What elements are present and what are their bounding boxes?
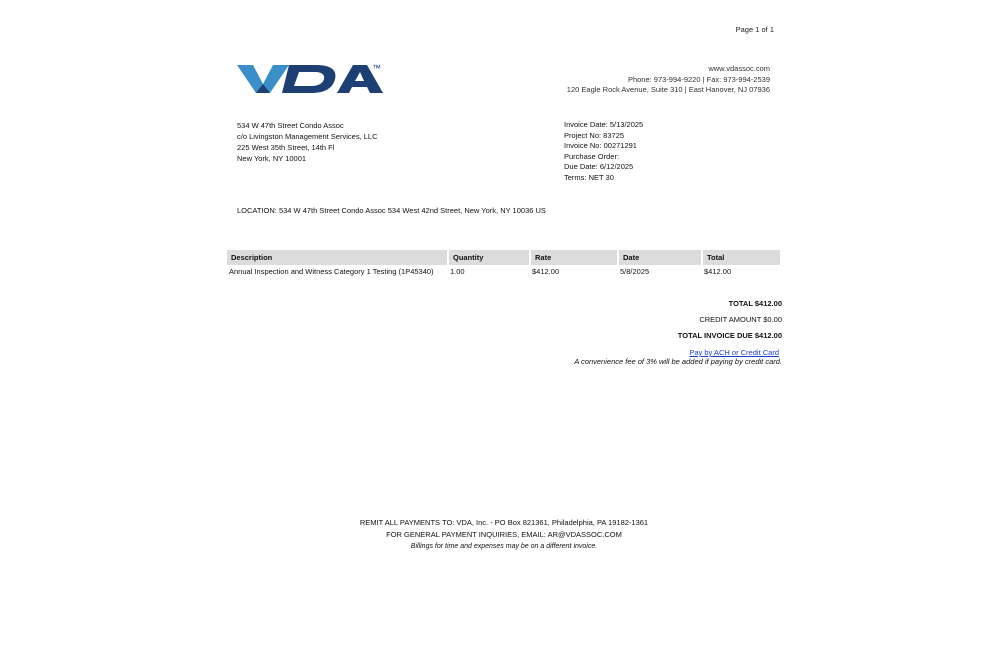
row-total: $412.00 (704, 267, 732, 276)
row-rate: $412.00 (532, 267, 560, 276)
pay-online-link[interactable]: Pay by ACH or Credit Card (689, 348, 779, 357)
bill-to-line: 534 W 47th Street Condo Assoc (237, 121, 344, 130)
company-phone-fax: Phone: 973-994-9220 | Fax: 973-994-2539 (627, 74, 770, 84)
page-number: Page 1 of 1 (735, 25, 774, 34)
col-total: Total (702, 250, 780, 265)
bill-to-line: c/o Livingston Management Services, LLC (237, 132, 378, 141)
remit-payments-line: REMIT ALL PAYMENTS TO: VDA, Inc. - PO Box 821361, Philadelphia, PA 19182-1361 (359, 518, 649, 527)
trademark-symbol: ™ (372, 63, 381, 73)
row-date: 5/8/2025 (620, 267, 650, 276)
col-date: Date (618, 250, 702, 265)
company-contact (500, 64, 770, 96)
company-address: 120 Eagle Rock Avenue, Suite 310 | East Hanover, NJ 07936 (566, 85, 770, 94)
company-website[interactable]: www.vdassoc.com (708, 64, 770, 73)
line-items-table (227, 250, 780, 278)
invoice-number: Invoice No: 00271291 (564, 141, 637, 150)
total-amount: TOTAL $412.00 (728, 299, 782, 308)
invoice-meta (564, 120, 764, 183)
invoice-date: Invoice Date: 5/13/2025 (564, 120, 644, 129)
convenience-fee-note: A convenience fee of 3% will be added if paying by credit card. (574, 357, 782, 366)
service-location: LOCATION: 534 W 47th Street Condo Assoc 534 West 42nd Street, New York, NY 10036 US (237, 206, 546, 215)
col-description: Description (227, 250, 448, 265)
bill-to-address (237, 120, 497, 164)
col-quantity: Quantity (448, 250, 530, 265)
table-row (227, 265, 780, 278)
bill-to-line: New York, NY 10001 (237, 154, 307, 163)
total-invoice-due: TOTAL INVOICE DUE $412.00 (677, 331, 782, 340)
billing-note: Billings for time and expenses may be on a different invoice. (410, 543, 598, 550)
payment-terms: Terms: NET 30 (564, 172, 614, 182)
due-date: Due Date: 6/12/2025 (564, 162, 634, 171)
row-quantity: 1.00 (450, 267, 465, 276)
credit-amount: CREDIT AMOUNT $0.00 (699, 315, 782, 324)
row-description: Annual Inspection and Witness Category 1 Testing (1P45340) (229, 267, 434, 276)
vda-logo (237, 62, 397, 96)
bill-to-line: 225 West 35th Street, 14th Fl (237, 143, 335, 152)
payment-inquiries-line: FOR GENERAL PAYMENT INQUIRIES, EMAIL: AR@VDASSOC.COM (386, 530, 622, 539)
col-rate: Rate (530, 250, 618, 265)
project-number: Project No: 83725 (564, 130, 625, 140)
purchase-order: Purchase Order: (564, 151, 620, 161)
table-header-row (227, 250, 780, 265)
